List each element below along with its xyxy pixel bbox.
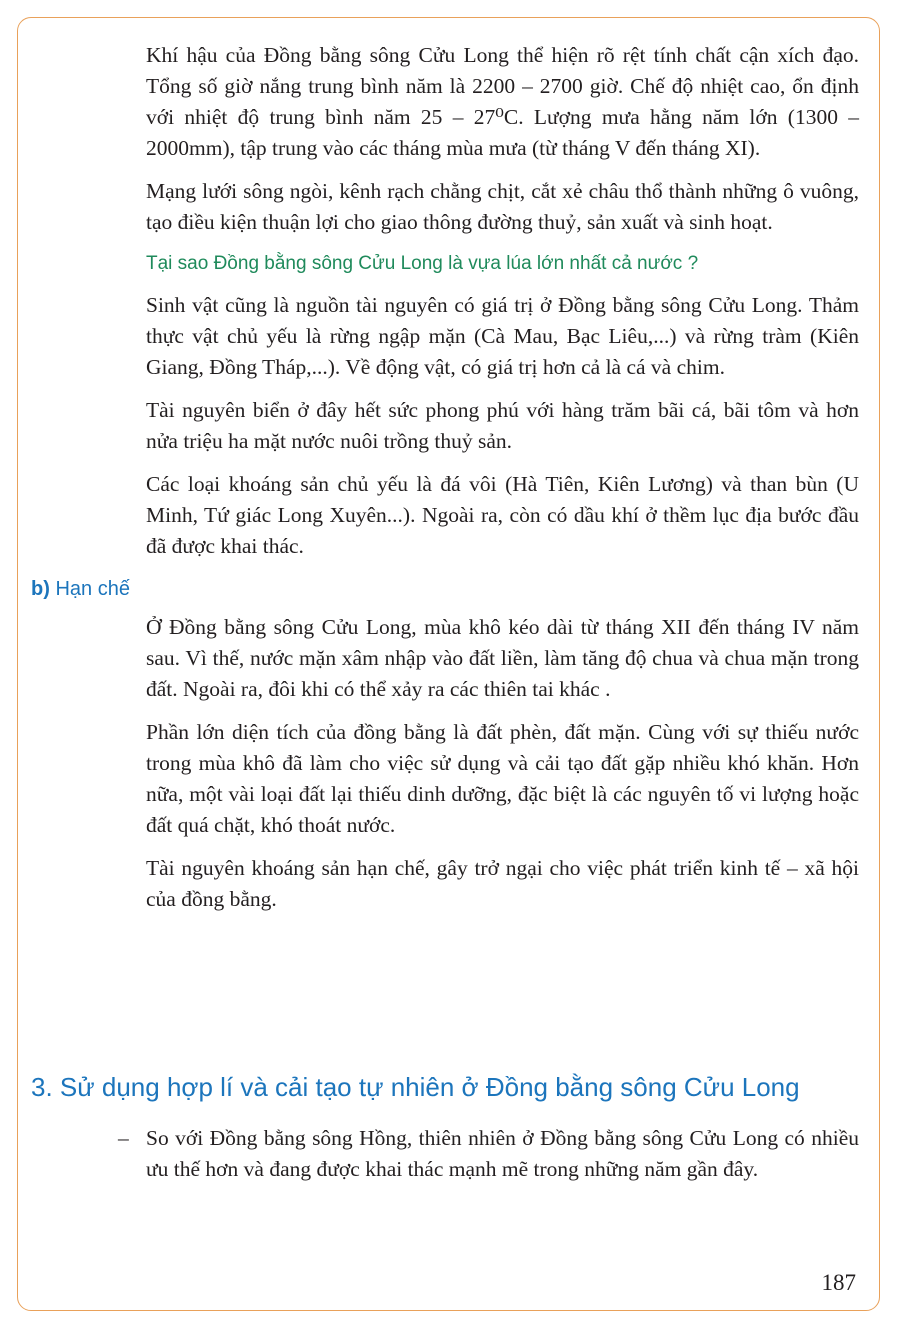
paragraph-soil: Phần lớn diện tích của đồng bằng là đất phèn, đất mặn. Cùng với sự thiếu nước trong mùa khô đã làm cho việc sử dụng và cải tạo đất gặp nhiều khó khăn. Hơn nữa, một vài loại đất lại thiếu dinh dưỡng, đặc biệt là các nguyên tố vi lượng hoặc đất quá chặt, khó thoát nước.	[146, 720, 859, 837]
bullet-dash: –	[118, 1126, 129, 1150]
question-prompt: Tại sao Đồng bằng sông Cửu Long là vựa lúa lớn nhất cả nước ?	[146, 253, 699, 274]
section-heading: 3. Sử dụng hợp lí và cải tạo tự nhiên ở Đồng bằng sông Cửu Long	[31, 1072, 800, 1102]
paragraph-sea-resources: Tài nguyên biển ở đây hết sức phong phú với hàng trăm bãi cá, bãi tôm và hơn nửa triệu ha mặt nước nuôi trồng thuỷ sản.	[146, 398, 859, 453]
subheading-title: Hạn chế	[55, 578, 130, 600]
paragraph-rivers: Mạng lưới sông ngòi, kênh rạch chằng chịt, cắt xẻ châu thổ thành những ô vuông, tạo điều kiện thuận lợi cho giao thông đường thuỷ, sản xuất và sinh hoạt.	[146, 179, 859, 234]
main-content	[31, 40, 859, 927]
paragraph-climate: Khí hậu của Đồng bằng sông Cửu Long thể hiện rõ rệt tính chất cận xích đạo. Tổng số giờ nắng trung bình năm là 2200 – 2700 giờ. Chế độ nhiệt cao, ổn định với nhiệt độ trung bình năm 25 – 27⁰C. Lượng mưa hằng năm lớn (1300 – 2000mm), tập trung vào các tháng mùa mưa (từ tháng V đến tháng XI).	[146, 43, 859, 160]
paragraph-mineral-limits: Tài nguyên khoáng sản hạn chế, gây trở ngại cho việc phát triển kinh tế – xã hội của đồng bằng.	[146, 856, 859, 911]
paragraph-biology: Sinh vật cũng là nguồn tài nguyên có giá trị ở Đồng bằng sông Cửu Long. Thảm thực vật chủ yếu là rừng ngập mặn (Cà Mau, Bạc Liêu,...) và rừng tràm (Kiên Giang, Đồng Tháp,...). Về động vật, có giá trị hơn cả là cá và chim.	[146, 293, 859, 379]
paragraph-dry-season: Ở Đồng bằng sông Cửu Long, mùa khô kéo dài từ tháng XII đến tháng IV năm sau. Vì thế, nước mặn xâm nhập vào đất liền, làm tăng độ chua và chua mặn trong đất. Ngoài ra, đôi khi có thể xảy ra các thiên tai khác .	[146, 615, 859, 701]
subheading-marker: b)	[31, 578, 50, 600]
subheading-limitations	[31, 574, 744, 604]
paragraph-minerals: Các loại khoáng sản chủ yếu là đá vôi (Hà Tiên, Kiên Lương) và than bùn (U Minh, Tứ giác Long Xuyên...). Ngoài ra, còn có dầu khí ở thềm lục địa bước đầu đã được khai thác.	[146, 472, 859, 558]
bullet-item	[118, 1123, 859, 1197]
page-number: 187	[821, 1270, 856, 1295]
bullet-text: So với Đồng bằng sông Hồng, thiên nhiên ở Đồng bằng sông Cửu Long có nhiều ưu thế hơn và đang được khai thác mạnh mẽ trong những năm gần đây.	[146, 1126, 859, 1181]
